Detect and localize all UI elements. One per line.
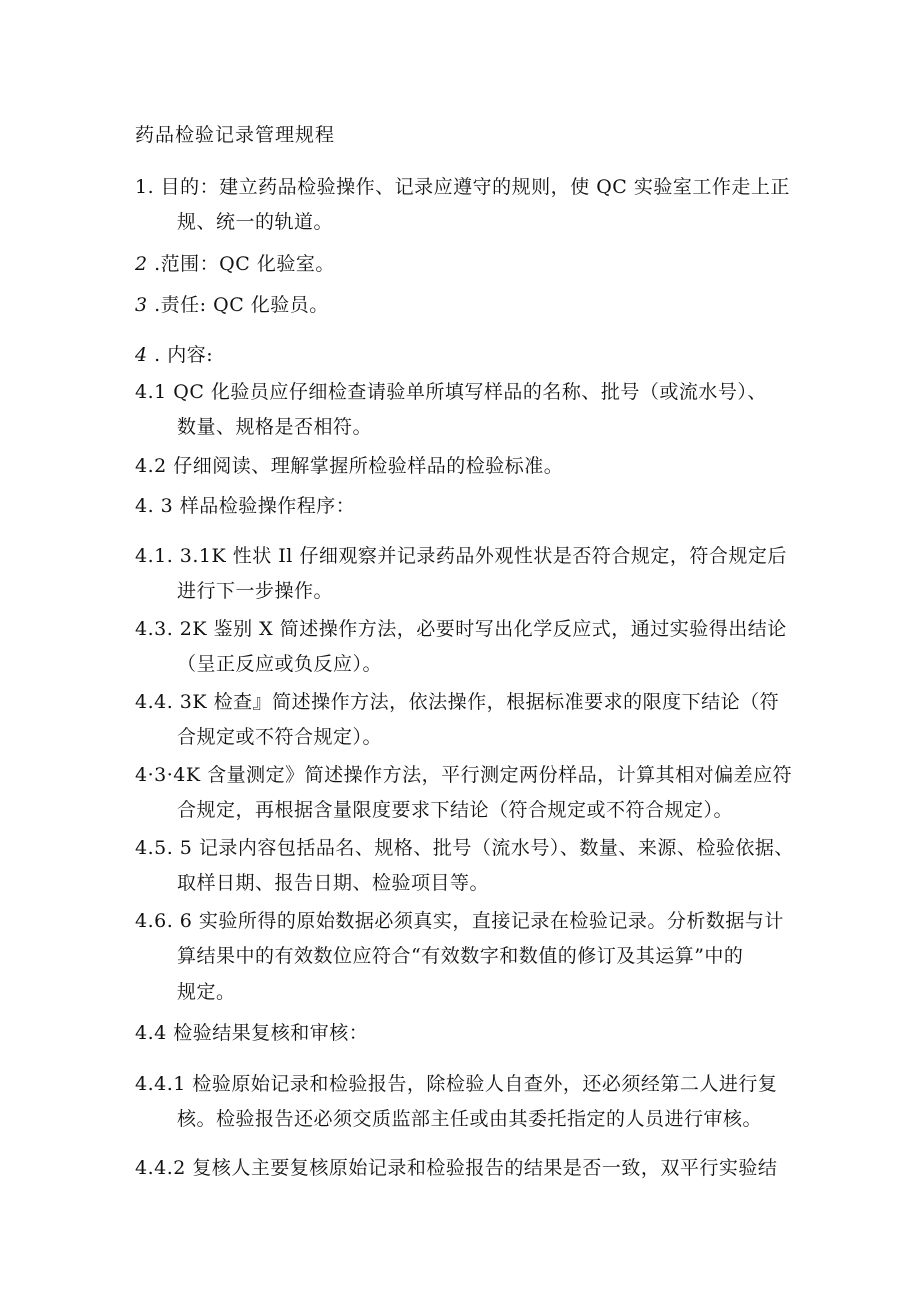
item-4-2-line: 4.2 仔细阅读、理解掌握所检验样品的检验标准。 [135, 455, 564, 477]
item-4-3-6-line-1: 4.6. 6 实验所得的原始数据必须真实，直接记录在检验记录。分析数据与计 [135, 910, 784, 932]
item-4-4-heading: 4.4 检验结果复核和审核： [135, 1022, 369, 1044]
item-4-3-3-line-1: 4.4. 3K 检查』简述操作方法，依法操作，根据标准要求的限度下结论（符 [135, 691, 780, 713]
scope-number: 2 [135, 253, 148, 275]
responsibility-line [135, 290, 329, 317]
item-4-3-6-line-3: 规定。 [177, 981, 236, 1003]
item-4-3-2-line-1: 4.3. 2K 鉴别 X 简述操作方法，必要时写出化学反应式，通过实验得出结论 [135, 618, 787, 640]
purpose-line-2: 规、统一的轨道。 [177, 211, 334, 233]
responsibility-text: .责任: QC 化验员。 [147, 294, 329, 316]
item-4-3-2-line-2: （呈正反应或负反应）。 [177, 653, 383, 675]
item-4-1-line-1: 4.1 QC 化验员应仔细检查请验单所填写样品的名称、批号（或流水号）、 [135, 381, 767, 403]
responsibility-number: 3 [135, 294, 148, 316]
item-4-4-1-line-1: 4.4.1 检验原始记录和检验报告，除检验人自查外，还必须经第二人进行复 [135, 1073, 778, 1095]
item-4-3-1-line-1: 4.1. 3.1K 性状 Il 仔细观察并记录药品外观性状是否符合规定，符合规定后 [135, 545, 787, 567]
document-title: 药品检验记录管理规程 [135, 124, 336, 146]
item-4-3-3-line-2: 合规定或不符合规定）。 [177, 726, 383, 748]
item-4-3-5-line-2: 取样日期、报告日期、检验项目等。 [177, 872, 490, 894]
content-number: 4 [135, 344, 148, 366]
item-4-4-2-line-1: 4.4.2 复核人主要复核原始记录和检验报告的结果是否一致，双平行实验结 [135, 1157, 778, 1179]
scope-text: .范围：QC 化验室。 [147, 253, 335, 275]
item-4-3-4-line-2: 合规定，再根据含量限度要求下结论（符合规定或不符合规定）。 [177, 799, 734, 821]
content-text: . 内容: [147, 344, 214, 366]
item-4-3-4-line-1: 4·3·4K 含量测定》简述操作方法，平行测定两份样品，计算其相对偏差应符 [135, 764, 793, 786]
item-4-3-5-line-1: 4.5. 5 记录内容包括品名、规格、批号（流水号）、数量、来源、检验依据、 [135, 837, 794, 859]
item-4-3-6-line-2: 算结果中的有效数位应符合“有效数字和数值的修订及其运算”中的 [177, 945, 744, 967]
item-4-1-line-2: 数量、规格是否相符。 [177, 416, 373, 438]
scope-line [135, 249, 335, 276]
item-4-3-1-line-2: 进行下一步操作。 [177, 580, 334, 602]
content-heading [135, 340, 213, 367]
item-4-4-1-line-2: 核。检验报告还必须交质监部主任或由其委托指定的人员进行审核。 [177, 1108, 763, 1130]
purpose-line-1: 1. 目的：建立药品检验操作、记录应遵守的规则，使 QC 实验室工作走上正 [135, 176, 790, 198]
item-4-3-heading: 4. 3 样品检验操作程序： [135, 495, 356, 517]
